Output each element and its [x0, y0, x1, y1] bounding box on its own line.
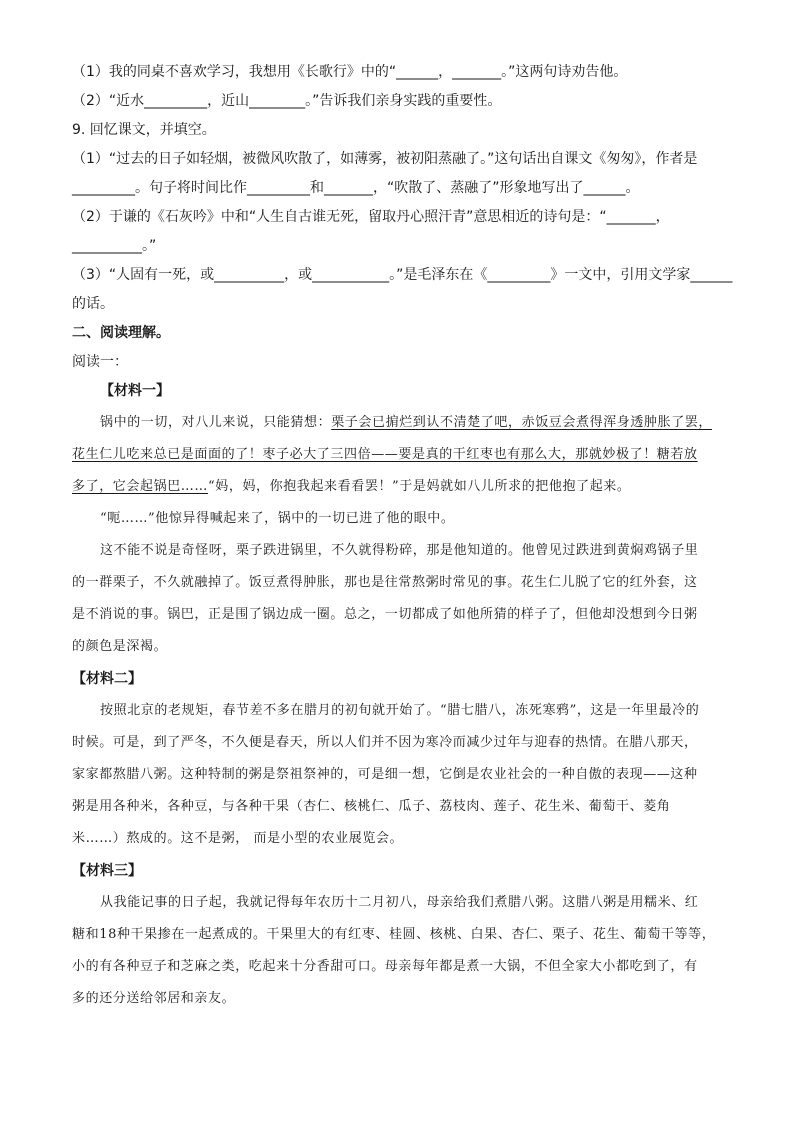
- material-1-line: 的颜色是深褐。: [72, 639, 168, 654]
- material-1-line: “呃……”他惊异得喊起来了，锅中的一切已进了他的眼中。: [100, 511, 455, 526]
- material-2-line: 粥是用各种米，各种豆，与各种干果（杏仁、核桃仁、瓜子、荔枝肉、莲子、花生米、葡萄干、菱角: [72, 799, 671, 814]
- section-heading: 二、阅读理解。: [72, 325, 170, 341]
- material-1-line: 锅中的一切，对八儿来说，只能猜想：栗子会已掮烂到认不清楚了吧，赤饭豆会煮得浑身透肿胀了罢，: [100, 415, 713, 430]
- material-1-label: 【材料一】: [100, 383, 170, 399]
- material-2-line: 时候。可是，到了严冬，不久便是春天，所以人们并不因为寒冷而减少过年与迎春的热情。在腊八那天，: [72, 735, 698, 750]
- question-9-1-line-2: _________。句子将时间比作_________和_______，“吹散了、蒸融了”形象地写出了______。: [72, 180, 640, 196]
- material-1-line: 这不能不说是奇怪呀，栗子跌进锅里，不久就得粉碎，那是他知道的。他曾见过跌进到黄焖鸡锅子里: [100, 543, 699, 558]
- material-1-line: 的一群栗子，不久就融掉了。饭豆煮得肿胀，那也是往常熬粥时常见的事。花生仁儿脱了它的红外套，这: [72, 575, 698, 590]
- material-3-line: 糖和18种干果掺在一起煮成的。干果里大的有红枣、桂圆、核桃、白果、杏仁、栗子、花生、葡萄干等等，: [72, 927, 716, 942]
- worksheet-page: [72, 62, 736, 1009]
- question-9-2-line-2: __________。”: [72, 238, 157, 254]
- material-1-line: 多了，它会起锅巴……“妈，妈，你抱我起来看看罢！”于是妈就如八儿所求的把他抱了起来。: [72, 479, 631, 494]
- material-1-line: 花生仁儿吃来总已是面面的了！枣子必大了三四倍——要是真的干红枣也有那么大，那就妙极了！糖若放: [72, 447, 698, 462]
- material-3-line: 小的有各种豆子和芝麻之类，吃起来十分香甜可口。母亲每年都是煮一大锅，不但全家大小都吃到了，有: [72, 959, 698, 974]
- question-9-2-line-1: （2）于谦的《石灰吟》中和“人生自古谁无死，留取丹心照汗青”意思相近的诗句是：“_______，: [72, 209, 670, 225]
- material-3-line: 多的还分送给邻居和亲友。: [72, 991, 236, 1006]
- reading-label: 阅读一：: [72, 354, 128, 370]
- question-8-1: （1）我的同桌不喜欢学习，我想用《长歌行》中的“______，_______。”这两句诗劝告他。: [72, 64, 628, 80]
- material-3-line: 从我能记事的日子起，我就记得每年农历十二月初八，母亲给我们煮腊八粥。这腊八粥是用糯米、红: [100, 895, 699, 910]
- material-2-line: 米……）熬成的。这不是粥， 而是小型的农业展览会。: [72, 831, 404, 846]
- material-2-line: 家家都熬腊八粥。这种特制的粥是祭祖祭神的，可是细一想，它倒是农业社会的一种自傲的表现——这种: [72, 767, 698, 782]
- material-1-line: 是不消说的事。锅巴，正是围了锅边成一圈。总之，一切都成了如他所猜的样子了，但他却没想到今日粥: [72, 607, 698, 622]
- question-9-title: 9. 回忆课文，并填空。: [72, 122, 216, 138]
- material-2-label: 【材料二】: [72, 671, 142, 687]
- material-2-line: 按照北京的老规矩，春节差不多在腊月的初旬就开始了。“腊七腊八，冻死寒鸦”，这是一年里最冷的: [100, 703, 700, 718]
- question-9-3-line-1: （3）“人固有一死，或__________，或___________。”是毛泽东在《_________》一文中，引用文学家______: [72, 267, 733, 283]
- question-9-3-line-2: 的话。: [72, 296, 114, 312]
- question-9-1-line-1: （1）“过去的日子如轻烟，被微风吹散了，如薄雾，被初阳蒸融了。”这句话出自课文《匆匆》，作者是: [72, 151, 698, 167]
- question-8-2: （2）“近水_________，近山________。”告诉我们亲身实践的重要性。: [72, 93, 502, 109]
- material-3-label: 【材料三】: [72, 863, 142, 879]
